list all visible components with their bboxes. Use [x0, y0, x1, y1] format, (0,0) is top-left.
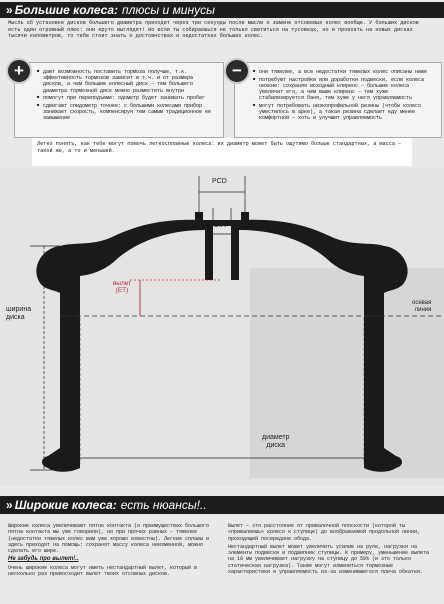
dia-label: DIA [214, 222, 226, 229]
wheel-profile-graphic [0, 168, 444, 486]
section-title-bold: Широкие колеса: [14, 498, 117, 512]
pros-list [37, 69, 217, 123]
pcd-label: PCD [212, 178, 227, 185]
list-item: ■ могут потребовать низкопрофильной резины (чтобы колесо уместилось в арке), а такая резина сделает еду менее комфортной – хоть и улучшит управляемость [253, 103, 435, 122]
section-title-rest: плюсы и минусы [122, 3, 215, 17]
dont-forget-heading: Не забудь про вылет!.. [8, 556, 79, 563]
list-item: ■ потребуют настройки или доработки подвески, если колеса низкие: сохраняя исходный клиренс – большие колеса увеличат его, а чем выше клиренс – тем хуже стабилизируется баня, тем хуже у него управляемость [253, 77, 435, 102]
wide-offset-paragraph: Очень широкие колеса могут иметь нестандартный вылет, который в несколько раз превосходит вылет твоих отсовных дисков. [8, 564, 198, 578]
left-column [8, 523, 216, 579]
list-item: ■ они тяжелее, а все недостатки тяжелых колес описаны ниже [253, 69, 435, 75]
bolt-right [241, 212, 249, 224]
list-item: ■ помогут при переподъеме: одометр будет занижать пробег [37, 95, 217, 101]
offset-definition-paragraph: Вылет – это расстояние от привалочной плоскости (которой ты «привалиешь» колесо к ступице) до воображаемой продольной линии, проходящей посередине обода. [228, 523, 421, 542]
offset-label: вылет (ET) [112, 280, 132, 294]
plus-icon: + [6, 58, 32, 84]
width-label: ширина диска [6, 306, 32, 321]
offset-effects-paragraph: Нестандартный вылет может увеличить усилие на руле, нагрузки на элементы подвески и подшипник ступицы. К примеру, уменьшение вылета на 10 мм увеличивает нагрузку на ступицу до 50% (и это только статическая нагрузка). Также могут измениться тормозные характеристики и управляемость из-за изменившегося плеча обкатки. [228, 543, 430, 576]
cons-box [234, 62, 442, 138]
chevron-icon: » [6, 3, 11, 17]
pros-box [14, 62, 224, 138]
rim-left [36, 220, 205, 472]
minus-icon: − [224, 58, 250, 84]
right-column [228, 523, 436, 577]
intro-paragraph: Мысль об установке дисков большего диаметра приходит через три секунды после мысли о замене отсовевых колес вообще. У больших дисков есть один огромный плюс: они круто выглядят! Но если ты собираешься не только светиться на тусовках, но и проехать на новых дисках тысячи километров, то тебе стоит знать о достоинствах и недостатках больших колес. [8, 20, 419, 40]
section-header-big-wheels [0, 2, 444, 18]
bolt-left [195, 212, 203, 224]
list-item: ■ сдвигают спидометр точнее: с большими колесами прибор занижает скорость, компенсируя тем самым традиционное ее завышение [37, 103, 217, 122]
wide-wheels-paragraph: Широкие колеса увеличивают пятно контакта (о преимуществах большого пятна контакта мы уже говорили), но при прочих равных – тяжелее (недостатки тяжелых колес вам уже хорошо известны). Легкие сплавы и здесь приходят на помощь: сохранят массу колеса неизменной, можно сделать его шире. [8, 523, 210, 555]
section-title-bold: Большие колеса: [14, 3, 118, 17]
diameter-label: диаметр диска [262, 434, 290, 449]
chevron-icon: » [6, 498, 11, 512]
section-header-wide-wheels [0, 496, 444, 514]
cons-list [253, 69, 435, 123]
list-item: ■ дают возможность поставить тормоза получше, т.к. эффективность тормозов зависит в т.ч. и от размера дисков, а чем большие колесный диск – тем большего диаметра тормозной диск можно разместить внутри [37, 69, 217, 94]
axis-label: осевая линия [412, 300, 432, 313]
wheel-cross-section-diagram [0, 168, 444, 486]
quote-box: Легко понять, как тебе могут помочь легкосплавные колеса: их диаметр может быть ощутимо больше стандартных, а масса – такой же, а то и меньшей. [32, 138, 412, 166]
section-title-rest: есть нюансы!.. [120, 498, 207, 512]
